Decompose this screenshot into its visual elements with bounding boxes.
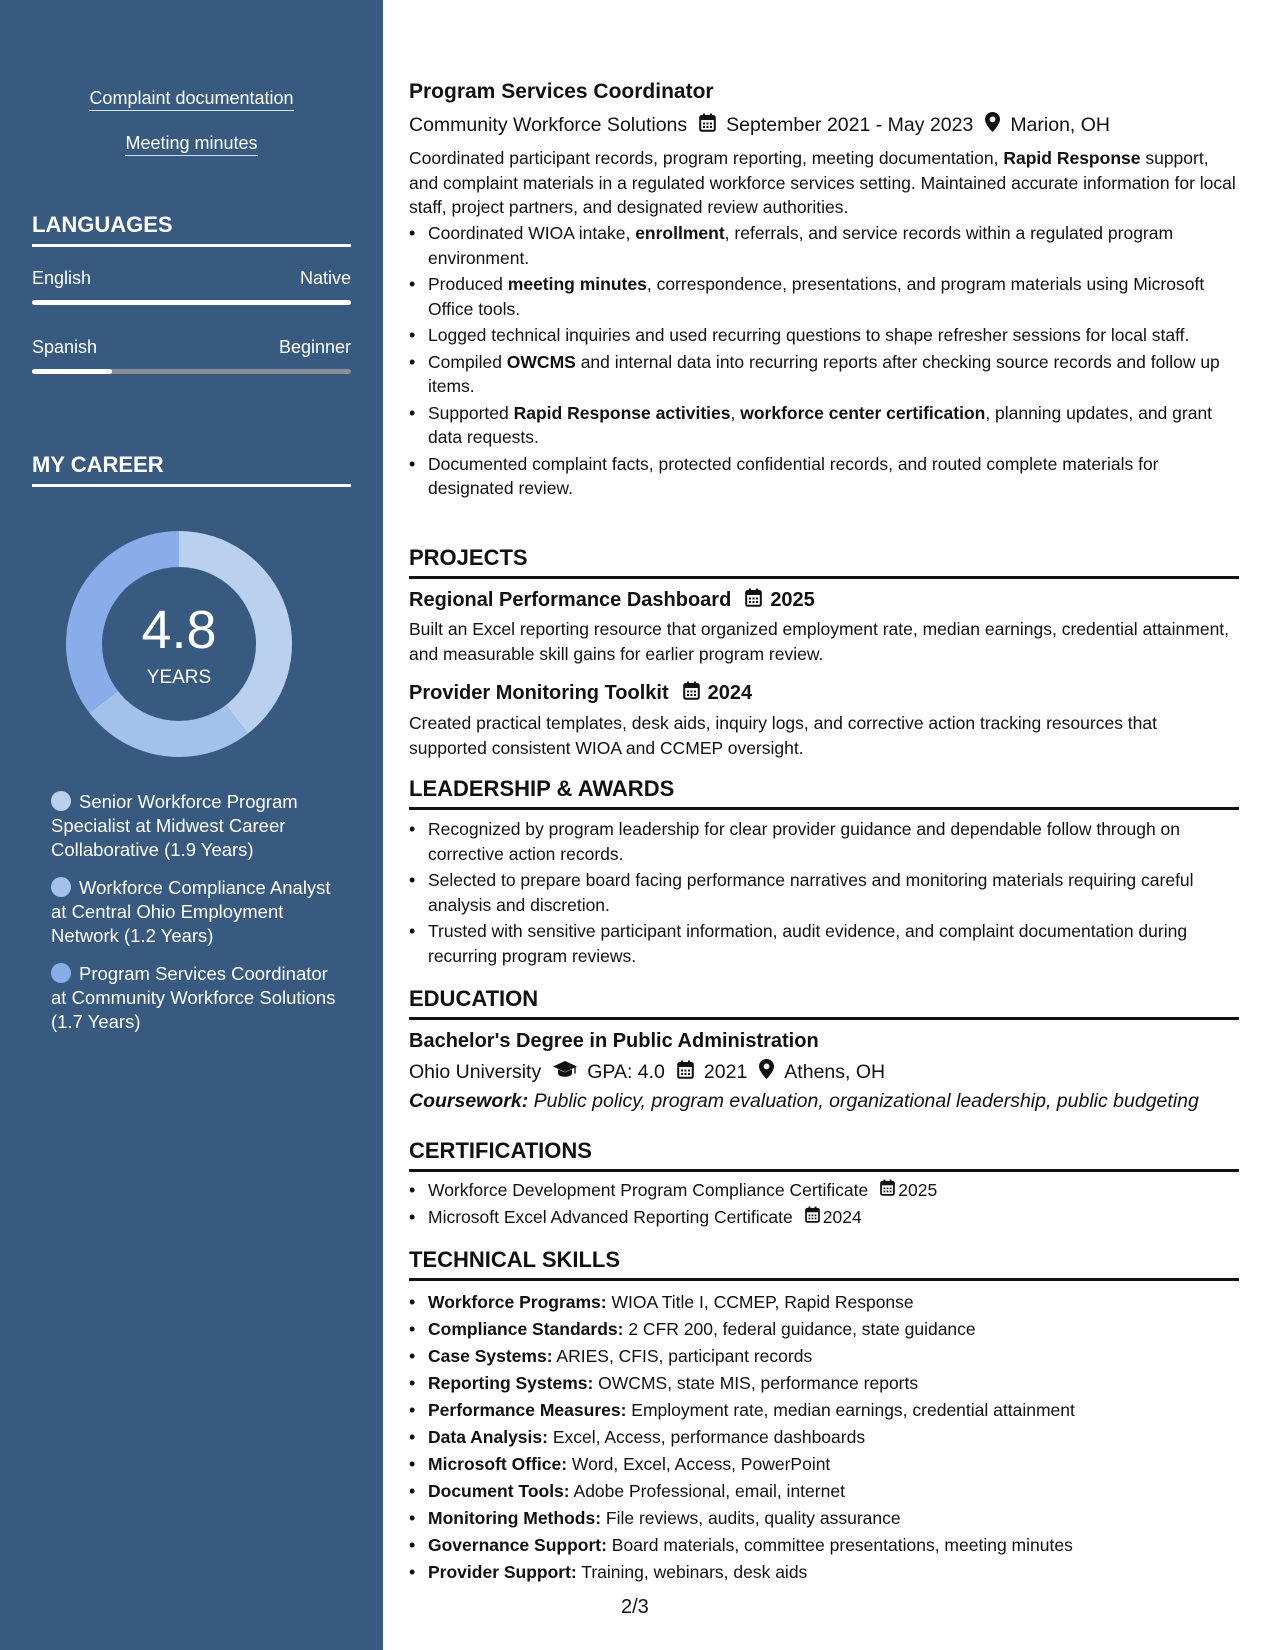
project-title	[409, 588, 815, 613]
career-donut-chart	[66, 531, 292, 757]
text-run-bold: meeting minutes	[507, 274, 647, 294]
language-bar-english	[32, 300, 351, 305]
skill-label: Case Systems:	[428, 1346, 553, 1366]
career-item-text: Senior Workforce Program Specialist at Midwest Career Collaborative (1.9 Years)	[51, 791, 298, 860]
school-location: Athens, OH	[784, 1060, 886, 1083]
location-pin-icon	[985, 112, 1000, 138]
career-item	[51, 876, 341, 948]
language-spanish	[32, 337, 351, 358]
list-item	[409, 1560, 1239, 1585]
job-meta	[409, 112, 1110, 138]
language-level: Native	[299, 268, 351, 288]
list-item	[409, 1533, 1239, 1558]
skill-label: Workforce Programs:	[428, 1292, 607, 1312]
skill-value: OWCMS, state MIS, performance reports	[593, 1373, 919, 1393]
career-item	[51, 962, 341, 1034]
text-run: , planning updates, and grant data requests.	[428, 402, 1213, 447]
text-run: , referrals, and service records within a regulated program environment.	[428, 223, 1174, 268]
skills-heading: TECHNICAL SKILLS	[409, 1247, 1239, 1281]
text-run: , correspondence, presentations, and program materials using Microsoft Office tools.	[428, 274, 1205, 319]
education-meta	[409, 1059, 885, 1085]
cert-year: 2024	[822, 1206, 862, 1227]
skill-value: Employment rate, median earnings, credential attainment	[626, 1400, 1075, 1420]
career-unit: YEARS	[146, 667, 212, 688]
text-run: Coordinated WIOA intake,	[428, 223, 636, 243]
job-bullets	[409, 221, 1239, 503]
list-item	[409, 1178, 1239, 1203]
languages-heading: LANGUAGES	[32, 212, 351, 247]
coursework	[409, 1090, 1199, 1113]
list-item	[409, 1506, 1239, 1531]
career-heading: MY CAREER	[32, 452, 351, 487]
page-number: 2/3	[621, 1596, 649, 1618]
language-level: Beginner	[278, 337, 351, 357]
skill-label: Compliance Standards:	[428, 1319, 624, 1339]
career-dot-icon	[51, 877, 71, 897]
list-item	[409, 1344, 1239, 1369]
list-item	[409, 272, 1239, 321]
skills-list	[409, 1290, 1239, 1587]
list-item	[409, 1317, 1239, 1342]
job-title: Program Services Coordinator	[409, 80, 714, 103]
career-list	[51, 790, 341, 1048]
skill-link-meeting-minutes[interactable]	[0, 133, 383, 154]
school-name: Ohio University	[409, 1060, 542, 1083]
calendar-icon	[805, 1205, 820, 1230]
cert-name: • Workforce Development Program Compliance Certificate	[428, 1180, 869, 1200]
text-run: support, and complaint materials in a regulated workforce services setting. Maintained accurate information for local staff, project partners, and designated review authorities.	[409, 148, 1236, 217]
leadership-list	[409, 817, 1239, 970]
text-run: ,	[730, 402, 741, 423]
skill-label: Monitoring Methods:	[428, 1508, 602, 1528]
text-run-bold: workforce center certification	[740, 402, 986, 423]
career-dot-icon	[51, 791, 71, 811]
location-pin-icon	[759, 1059, 774, 1085]
certifications-list	[409, 1178, 1239, 1231]
text-run: Documented complaint facts, protected confidential records, and routed complete materials for designated review.	[428, 453, 1159, 498]
list-item	[409, 350, 1239, 399]
calendar-icon	[683, 681, 700, 706]
graduation-cap-icon	[553, 1060, 577, 1084]
skill-label: Performance Measures:	[428, 1400, 627, 1420]
list-item	[409, 401, 1239, 450]
text-run: Supported	[428, 402, 514, 423]
cert-year: 2025	[898, 1180, 938, 1200]
project-name: Provider Monitoring Toolkit	[409, 682, 669, 704]
job-location: Marion, OH	[1010, 113, 1111, 136]
sidebar	[0, 0, 383, 1650]
list-item	[409, 221, 1239, 270]
project-description: Built an Excel reporting resource that organized employment rate, median earnings, credential attainment, and measurable skill gains for earlier program review.	[409, 619, 1230, 664]
cert-name: • Microsoft Excel Advanced Reporting Certificate	[428, 1206, 793, 1227]
project-description: Created practical templates, desk aids, inquiry logs, and corrective action tracking resources that supported consistent WIOA and CCMEP oversight.	[409, 713, 1157, 758]
coursework-text: Public policy, program evaluation, organizational leadership, public budgeting	[528, 1090, 1199, 1112]
skill-link-label: Complaint documentation	[89, 88, 293, 111]
projects-heading: PROJECTS	[409, 545, 1239, 579]
list-item	[409, 1479, 1239, 1504]
calendar-icon	[677, 1060, 694, 1085]
calendar-icon	[699, 113, 716, 138]
list-item	[409, 323, 1239, 348]
list-item	[409, 1290, 1239, 1315]
certifications-heading: CERTIFICATIONS	[409, 1138, 1239, 1172]
text-run-bold: Rapid Response activities	[513, 402, 731, 423]
text-run: Coordinated participant records, program reporting, meeting documentation,	[409, 148, 1004, 168]
skill-label: Reporting Systems:	[428, 1373, 594, 1393]
list-item: • Trusted with sensitive participant information, audit evidence, and complaint documentation during recurring program reviews.	[409, 919, 1239, 968]
project-name: Regional Performance Dashboard	[409, 589, 732, 611]
project-year: 2025	[770, 589, 815, 611]
language-name: English	[32, 268, 92, 288]
job-dates: September 2021 - May 2023	[726, 113, 974, 136]
language-bar-fill	[32, 369, 112, 374]
skill-label: Data Analysis:	[428, 1427, 548, 1447]
language-name: Spanish	[32, 337, 98, 357]
career-item-text: Program Services Coordinator at Community Workforce Solutions (1.7 Years)	[51, 963, 336, 1032]
skill-label: Provider Support:	[428, 1562, 577, 1582]
education-heading: EDUCATION	[409, 986, 1239, 1020]
skill-label: Governance Support:	[428, 1535, 607, 1555]
skill-value: Training, webinars, desk aids	[576, 1562, 808, 1582]
skill-value: WIOA Title I, CCMEP, Rapid Response	[606, 1292, 914, 1312]
language-english	[32, 268, 351, 289]
career-dot-icon	[51, 963, 71, 983]
skill-value: Word, Excel, Access, PowerPoint	[567, 1454, 831, 1474]
coursework-label: Coursework:	[409, 1090, 529, 1112]
list-item	[409, 1371, 1239, 1396]
degree-title: Bachelor's Degree in Public Administration	[409, 1030, 819, 1052]
list-item: • Selected to prepare board facing performance narratives and monitoring materials requiring careful analysis and discretion.	[409, 868, 1239, 917]
list-item	[409, 1452, 1239, 1477]
text-run: Produced	[428, 274, 508, 294]
skill-label: Document Tools:	[428, 1481, 570, 1501]
skill-value: 2 CFR 200, federal guidance, state guidance	[623, 1319, 976, 1339]
calendar-icon	[880, 1178, 895, 1203]
text-run: and internal data into recurring reports after checking source records and follow up items.	[428, 351, 1220, 396]
graduation-year: 2021	[703, 1060, 748, 1083]
skill-link-label: Meeting minutes	[125, 133, 257, 156]
language-bar-spanish	[32, 369, 351, 374]
job-summary	[409, 146, 1239, 220]
list-item: • Recognized by program leadership for clear provider guidance and dependable follow through on corrective action records.	[409, 817, 1239, 866]
skill-value: Adobe Professional, email, internet	[569, 1481, 845, 1501]
career-item-text: Workforce Compliance Analyst at Central Ohio Employment Network (1.2 Years)	[51, 877, 331, 946]
list-item	[409, 1205, 1239, 1230]
list-item	[409, 1398, 1239, 1423]
main-content	[409, 0, 1239, 1650]
text-run: Logged technical inquiries and used recurring questions to shape refresher sessions for local staff.	[428, 325, 1190, 345]
list-item	[409, 1425, 1239, 1450]
skill-label: Microsoft Office:	[428, 1454, 568, 1474]
job-company: Community Workforce Solutions	[409, 113, 688, 136]
text-run-bold: Rapid Response	[1003, 148, 1141, 168]
skill-value: ARIES, CFIS, participant records	[552, 1346, 813, 1366]
text-run-bold: OWCMS	[506, 351, 576, 372]
project-year: 2024	[707, 682, 753, 704]
project-title	[409, 681, 752, 706]
text-run: Compiled	[428, 351, 507, 372]
skill-value: Board materials, committee presentations, meeting minutes	[606, 1535, 1073, 1555]
career-total: 4.8	[141, 600, 217, 660]
language-bar-fill	[32, 300, 351, 305]
list-item	[409, 452, 1239, 501]
text-run-bold: enrollment	[635, 223, 725, 243]
calendar-icon	[745, 588, 762, 613]
gpa: GPA: 4.0	[587, 1060, 665, 1083]
skill-value: Excel, Access, performance dashboards	[547, 1427, 866, 1447]
career-item	[51, 790, 341, 862]
leadership-heading: LEADERSHIP & AWARDS	[409, 776, 1239, 810]
skill-link-complaint-documentation[interactable]	[0, 88, 383, 109]
skill-value: File reviews, audits, quality assurance	[601, 1508, 901, 1528]
